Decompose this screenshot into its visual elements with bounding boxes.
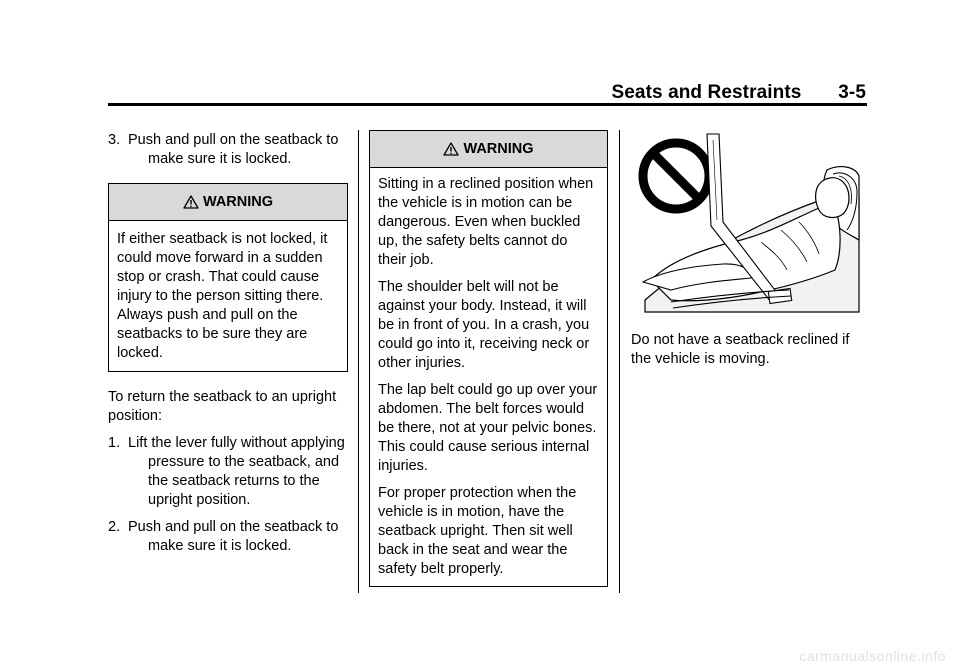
step-2 [108,518,348,556]
page-number: 3-5 [838,82,866,103]
column-divider-left [358,130,359,593]
warning-text: If either seatback is not locked, it could move forward in a sudden stop or crash. That could cause injury to the person sitting there. Always push and pull on the seatbacks to be sure they are locked. [117,231,328,361]
warning-box-reclined [369,130,608,587]
illustration-caption: Do not have a seatback reclined if the vehicle is moving. [631,332,850,367]
warning-title: WARNING [463,140,534,157]
left-column [108,131,348,556]
reclined-seat-illustration [631,130,863,314]
warning-box-seatback [108,183,348,372]
step-3 [108,131,348,169]
step-1-number: 1. [108,435,121,451]
step-3-number: 3. [108,132,121,148]
column-divider-right [619,130,620,593]
section-title: Seats and Restraints [611,82,802,103]
warning-paragraph-3: The lap belt could go up over your abdomen. The belt forces would be there, not at your pelvic bones. This could cause serious internal injuries. [378,382,598,474]
step-3-text: Push and pull on the seatback to make sure it is locked. [128,132,339,167]
middle-column [369,130,608,587]
warning-paragraph-4: For proper protection when the vehicle is in motion, have the seatback upright. Then sit well back in the seat and wear the safety belt properly. [378,485,577,577]
warning-header [370,131,607,168]
page-header [560,82,866,104]
step-2-text: Push and pull on the seatback to make sure it is locked. [128,519,339,554]
return-intro: To return the seatback to an upright position: [108,389,337,424]
warning-header [109,184,347,221]
header-rule [108,103,867,106]
warning-paragraph-1: Sitting in a reclined position when the vehicle is in motion can be dangerous. Even when buckled up, the safety belts cannot do their job. [378,176,594,268]
step-1 [108,434,348,510]
prohibition-icon [643,143,709,209]
watermark: carmanualsonline.info [799,648,946,664]
warning-paragraph-2: The shoulder belt will not be against your body. Instead, it will be in front of you. In a crash, you could go into it, receiving neck or other injuries. [378,279,590,371]
warning-icon [443,142,459,156]
warning-icon [183,195,199,209]
right-column [631,130,866,369]
warning-title: WARNING [202,193,274,210]
step-2-number: 2. [108,519,121,535]
step-1-text: Lift the lever fully without applying pressure to the seatback, and the seatback returns to the upright position. [128,435,345,508]
